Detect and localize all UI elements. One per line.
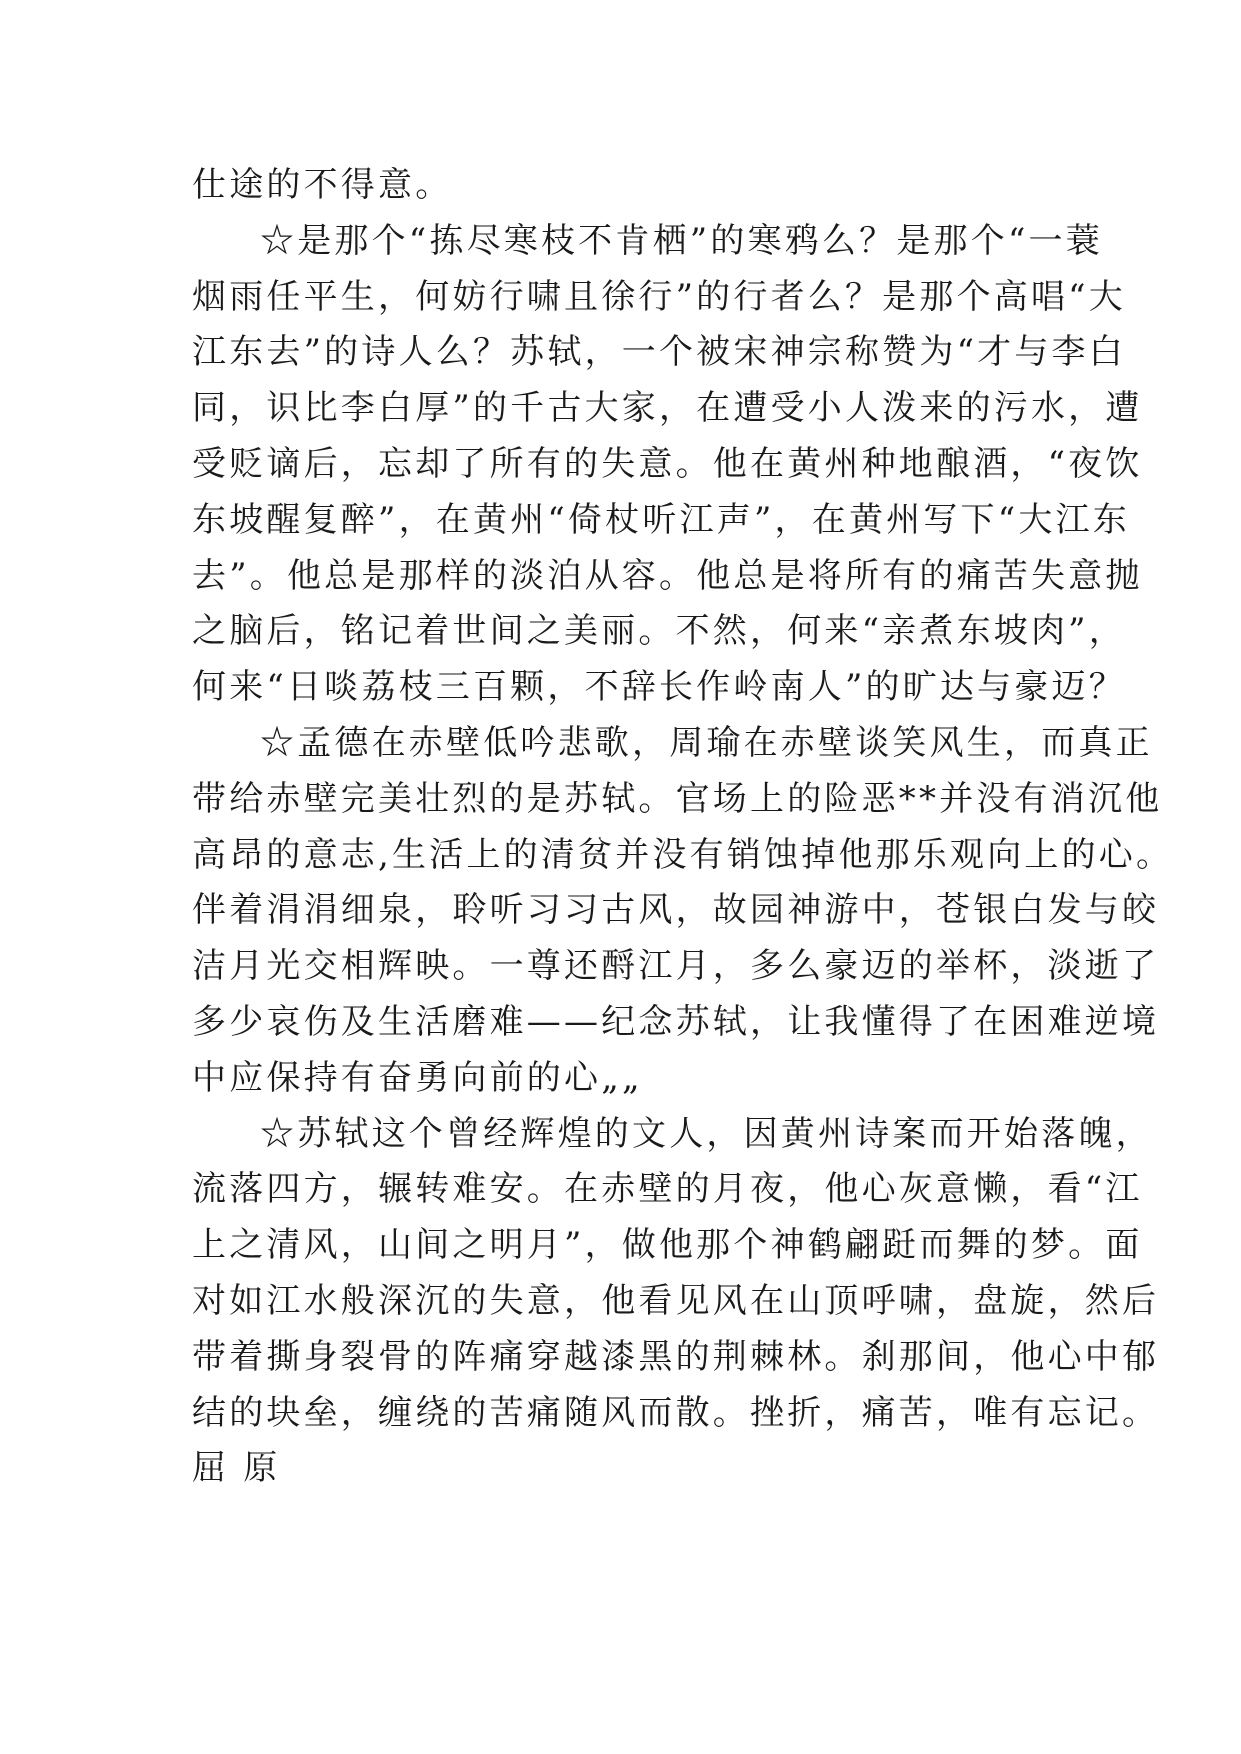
text-line: 屈 原: [192, 1448, 281, 1489]
text-line: 流落四方，辗转难安。在赤壁的月夜，他心灰意懒，看“江: [192, 1169, 1143, 1210]
text-line: 烟雨任平生，何妨行啸且徐行”的行者么？是那个高唱“大: [192, 276, 1126, 317]
text-line: ☆是那个“拣尽寒枝不肯栖”的寒鸦么？是那个“一蓑: [260, 220, 1103, 261]
text-line: 带给赤壁完美壮烈的是苏轼。官场上的险恶**并没有消沉他: [192, 778, 1163, 819]
text-line: 江东去”的诗人么？苏轼，一个被宋神宗称赞为“才与李白: [192, 332, 1126, 373]
text-line: 带着撕身裂骨的阵痛穿越漆黑的荆棘林。刹那间，他心中郁: [192, 1336, 1160, 1377]
text-line: 受贬谪后，忘却了所有的失意。他在黄州种地酿酒，“夜饮: [192, 443, 1143, 484]
text-line: 同，识比李白厚”的千古大家，在遭受小人泼来的污水，遭: [192, 388, 1143, 429]
text-line: 结的块垒，缠绕的苦痛随风而散。挫折，痛苦，唯有忘记。: [192, 1392, 1160, 1433]
text-line: 中应保持有奋勇向前的心„„: [192, 1057, 643, 1098]
text-line: 仕途的不得意。: [192, 165, 453, 205]
text-line: 洁月光交相辉映。一尊还酹江月，多么豪迈的举杯，淡逝了: [192, 946, 1160, 987]
text-line: 去”。他总是那样的淡泊从容。他总是将所有的痛苦失意抛: [192, 555, 1143, 596]
text-line: 之脑后，铭记着世间之美丽。不然，何来“亲煮东坡肉”，: [192, 611, 1126, 652]
text-line: 东坡醒复醉”，在黄州“倚杖听江声”，在黄州写下“大江东: [192, 499, 1130, 540]
text-line: 伴着涓涓细泉，聆听习习古风，故园神游中，苍银白发与皎: [192, 890, 1160, 931]
document-body: [192, 158, 1174, 1497]
text-line: ☆孟德在赤壁低吟悲歌，周瑜在赤壁谈笑风生，而真正: [260, 722, 1153, 763]
text-line: 多少哀伤及生活磨难——纪念苏轼，让我懂得了在困难逆境: [192, 1001, 1160, 1042]
text-line: 对如江水般深沉的失意，他看见风在山顶呼啸，盘旋，然后: [192, 1280, 1160, 1321]
text-line: 高昂的意志,生活上的清贫并没有销蚀掉他那乐观向上的心。: [192, 834, 1174, 875]
text-line: ☆苏轼这个曾经辉煌的文人，因黄州诗案而开始落魄，: [260, 1113, 1153, 1154]
text-line: 何来“日啖荔枝三百颗，不辞长作岭南人”的旷达与豪迈？: [192, 667, 1126, 708]
text-line: 上之清风，山间之明月”，做他那个神鹤翩跹而舞的梦。面: [192, 1225, 1143, 1266]
